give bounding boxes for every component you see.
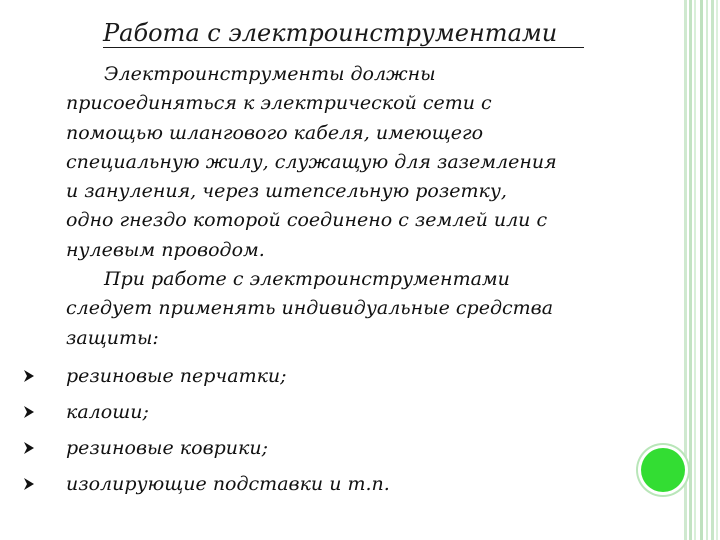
arrow-bullet-icon — [24, 406, 34, 418]
slide-title: Работа с электроинструментами — [103, 19, 558, 47]
list-item — [24, 434, 624, 470]
paragraph-line: следует применять индивидуальные средства — [66, 297, 554, 320]
decor-stripe — [700, 0, 703, 540]
list-item — [24, 398, 624, 434]
title-underline — [103, 47, 584, 48]
bullet-text: резиновые коврики; — [66, 437, 269, 459]
paragraph-line: и зануления, через штепсельную розетку, — [66, 180, 507, 203]
slide-body — [66, 60, 646, 353]
paragraph-line: Электроинструменты должны — [104, 63, 436, 85]
paragraph-line: присоединяться к электрической сети с — [66, 92, 492, 115]
paragraph-line: При работе с электроинструментами — [104, 268, 510, 291]
paragraph-line: специальную жилу, служащую для заземления — [66, 150, 557, 173]
paragraph-line: защиты: — [66, 326, 159, 349]
arrow-bullet-icon — [24, 370, 34, 382]
arrow-bullet-icon — [24, 478, 34, 490]
list-item — [24, 470, 624, 506]
decor-stripe — [706, 0, 708, 540]
decor-stripe — [684, 0, 687, 540]
decor-stripe — [716, 0, 718, 540]
paragraph-line: нулевым проводом. — [66, 238, 265, 261]
decor-stripe — [694, 0, 696, 540]
bullet-text: изолирующие подставки и т.п. — [66, 473, 390, 495]
bullet-list — [24, 362, 624, 506]
bullet-text: резиновые перчатки; — [66, 365, 287, 387]
paragraph-line: одно гнездо которой соединено с землей или с — [66, 209, 548, 232]
bullet-text: калоши; — [66, 401, 149, 423]
green-circle-decoration — [641, 448, 685, 492]
decor-stripe — [689, 0, 692, 540]
paragraph-line: помощью шлангового кабеля, имеющего — [66, 121, 484, 144]
arrow-bullet-icon — [24, 442, 34, 454]
list-item — [24, 362, 624, 398]
decor-stripe — [711, 0, 714, 540]
